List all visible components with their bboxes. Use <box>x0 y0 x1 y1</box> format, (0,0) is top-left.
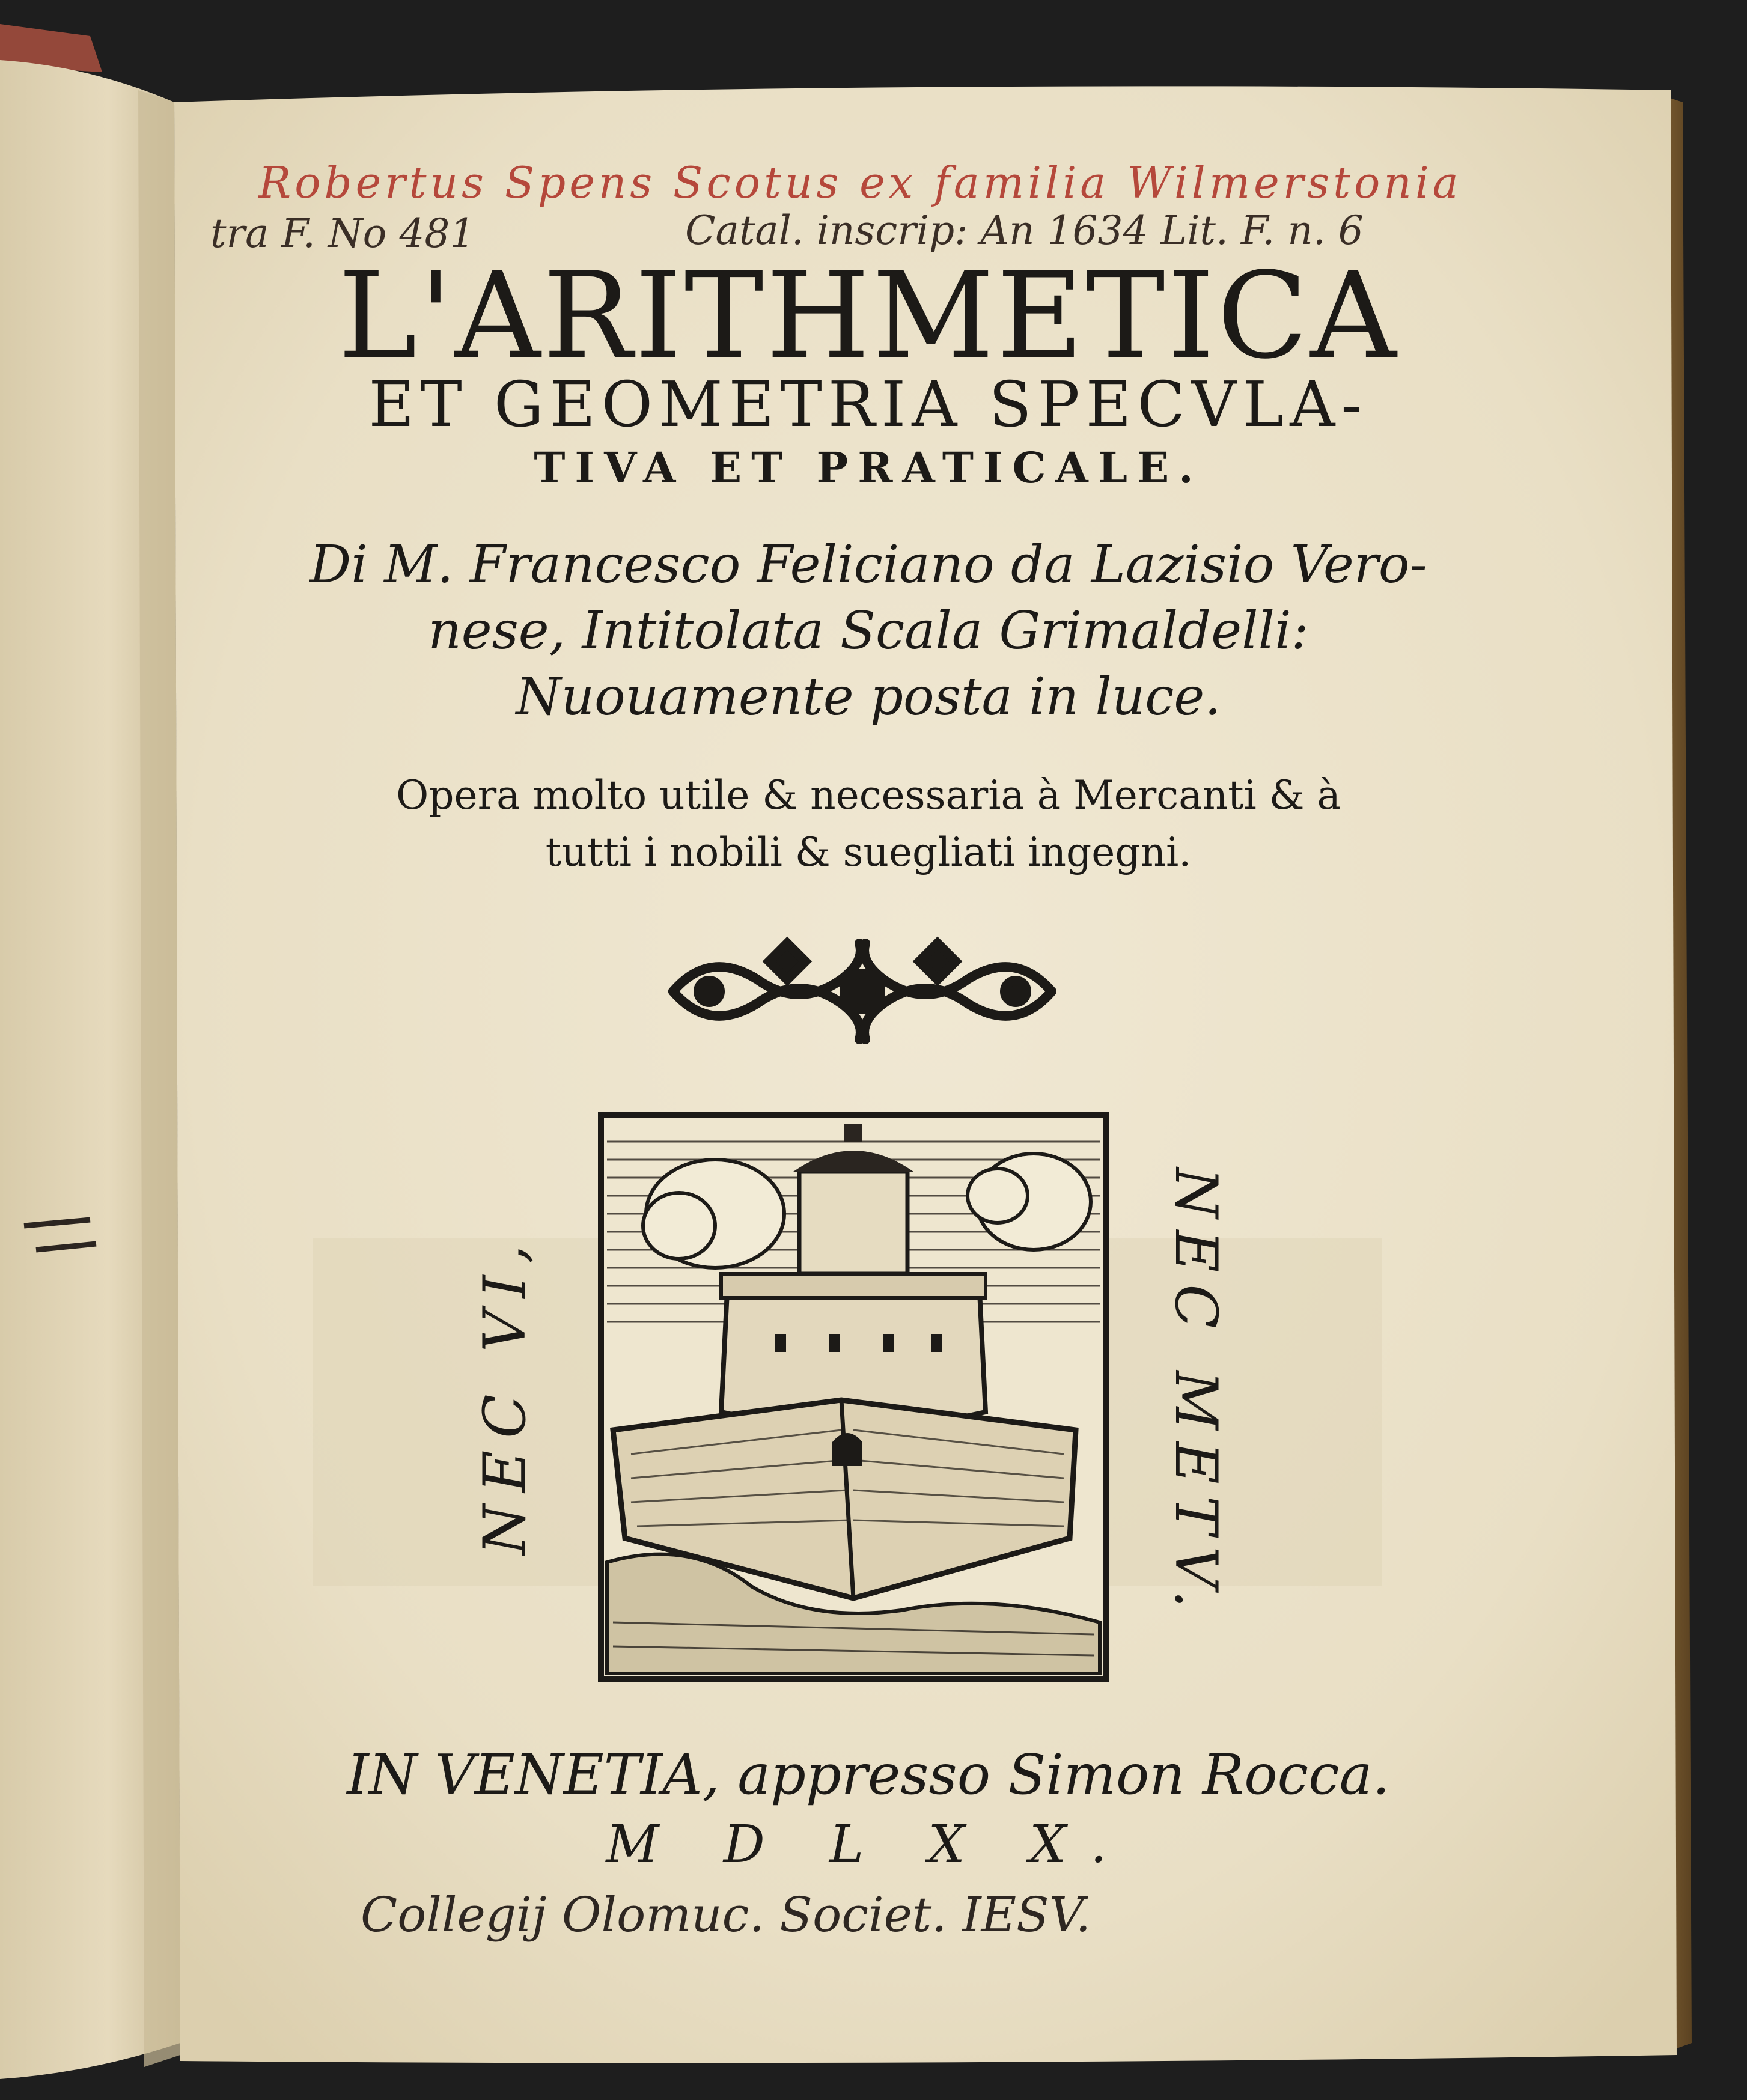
dedication-line-1: Opera molto utile & necessaria à Mercanti & à <box>396 772 1341 818</box>
college-inscription: Collegij Olomuc. Societ. IESV. <box>361 1887 1091 1943</box>
motto-left: NEC VI, <box>471 1233 538 1555</box>
subtitle-line-1: ET GEOMETRIA SPECVLA- <box>368 368 1368 441</box>
imprint-line: IN VENETIA, appresso Simon Rocca. <box>347 1742 1390 1807</box>
imprint-year: M D L X X. <box>606 1815 1131 1875</box>
author-line-2: nese, Intitolata Scala Grimaldelli: <box>428 601 1309 661</box>
shelfmark-inscription: tra F. No 481 <box>210 210 475 257</box>
author-line-1: Di M. Francesco Feliciano da Lazisio Vero- <box>309 535 1427 595</box>
subtitle-line-2: TIVA ET PRATICALE. <box>534 443 1203 493</box>
motto-right: NEC METV. <box>1162 1167 1230 1621</box>
owner-inscription: Robertus Spens Scotus ex familia Wilmerstonia <box>258 157 1462 208</box>
dedication-line-2: tutti i nobili & suegliati ingegni. <box>545 829 1192 875</box>
page-title: L'ARITHMETICA <box>338 246 1399 385</box>
catalogue-inscription: Catal. inscrip: An 1634 Lit. F. n. 6 <box>685 207 1364 254</box>
author-line-3: Nuouamente posta in luce. <box>516 667 1221 727</box>
woodcut-fortress-illustration <box>601 1115 1106 1679</box>
